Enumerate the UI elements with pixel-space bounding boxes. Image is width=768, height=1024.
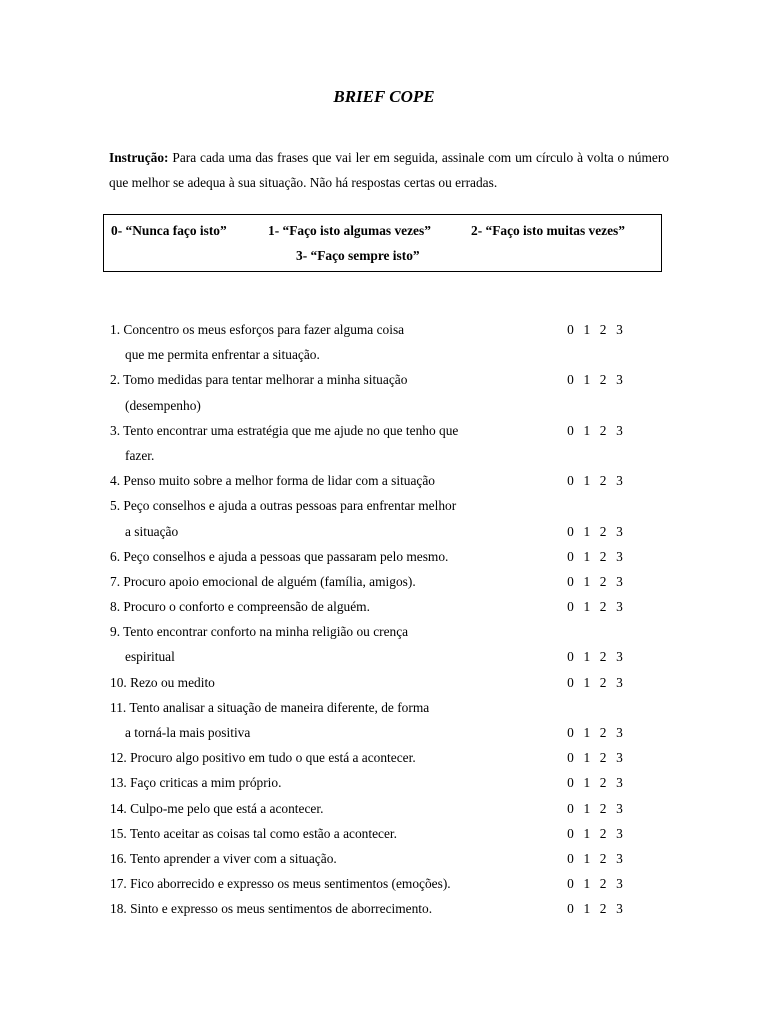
response-option-1[interactable]: 1 (583, 422, 591, 438)
item-text: 5. Peço conselhos e ajuda a outras pessoas para enfrentar melhor (110, 498, 457, 514)
response-option-2[interactable]: 2 (599, 901, 607, 917)
response-option-2[interactable]: 2 (599, 573, 607, 589)
questionnaire-line (0, 822, 768, 847)
response-option-2[interactable]: 2 (599, 674, 607, 690)
response-option-1[interactable]: 1 (583, 322, 591, 337)
response-option-3[interactable]: 3 (616, 825, 623, 841)
response-option-3[interactable]: 3 (616, 322, 623, 337)
response-option-1[interactable]: 1 (583, 372, 591, 388)
response-option-1[interactable]: 1 (583, 876, 591, 892)
response-option-3[interactable]: 3 (616, 750, 623, 766)
response-scale (566, 750, 624, 766)
questionnaire-line (0, 847, 768, 872)
response-scale (566, 524, 624, 540)
questionnaire-line (0, 318, 768, 343)
questionnaire-line (0, 343, 768, 368)
response-option-1[interactable]: 1 (583, 523, 591, 539)
instruction-paragraph (109, 145, 669, 195)
response-option-1[interactable]: 1 (583, 725, 591, 740)
questionnaire-line (0, 872, 768, 897)
response-option-0[interactable]: 0 (567, 322, 574, 337)
response-scale (566, 801, 624, 817)
response-option-2[interactable]: 2 (599, 775, 607, 791)
questionnaire-line (0, 620, 768, 645)
response-option-0[interactable]: 0 (567, 775, 574, 791)
response-option-1[interactable]: 1 (583, 649, 591, 665)
questionnaire-line (0, 444, 768, 469)
response-scale (566, 775, 624, 791)
response-option-3[interactable]: 3 (616, 725, 623, 740)
response-option-1[interactable]: 1 (583, 674, 591, 690)
response-option-3[interactable]: 3 (616, 473, 623, 489)
response-option-2[interactable]: 2 (599, 800, 607, 816)
response-scale (566, 473, 624, 489)
item-text: 6. Peço conselhos e ajuda a pessoas que passaram pelo mesmo. (110, 548, 449, 564)
response-option-3[interactable]: 3 (616, 548, 623, 564)
response-option-1[interactable]: 1 (583, 850, 591, 866)
item-text: 10. Rezo ou medito (110, 674, 215, 690)
response-option-3[interactable]: 3 (616, 599, 623, 615)
response-option-3[interactable]: 3 (616, 800, 623, 816)
response-option-3[interactable]: 3 (616, 649, 623, 665)
response-option-0[interactable]: 0 (567, 901, 574, 917)
questionnaire-line (0, 645, 768, 670)
response-scale (566, 901, 624, 917)
questionnaire-line (0, 368, 768, 393)
questionnaire-line (0, 545, 768, 570)
response-scale (566, 725, 624, 741)
response-option-1[interactable]: 1 (583, 473, 591, 489)
response-option-3[interactable]: 3 (616, 901, 623, 917)
response-option-2[interactable]: 2 (599, 523, 607, 539)
item-text: 1. Concentro os meus esforços para fazer alguma coisa (110, 322, 405, 337)
questionnaire-line (0, 419, 768, 444)
questionnaire-line (0, 394, 768, 419)
response-option-2[interactable]: 2 (599, 548, 607, 564)
questionnaire-line (0, 494, 768, 519)
response-option-3[interactable]: 3 (616, 775, 623, 791)
response-option-0[interactable]: 0 (567, 876, 574, 892)
response-option-2[interactable]: 2 (599, 850, 607, 866)
response-option-0[interactable]: 0 (567, 825, 574, 841)
questionnaire-line (0, 570, 768, 595)
item-text-continuation: (desempenho) (125, 397, 201, 413)
response-option-0[interactable]: 0 (567, 674, 574, 690)
questionnaire-line (0, 746, 768, 771)
response-option-0[interactable]: 0 (567, 725, 574, 740)
response-option-3[interactable]: 3 (616, 876, 623, 892)
item-text: 3. Tento encontrar uma estratégia que me ajude no que tenho que (110, 422, 459, 438)
response-option-0[interactable]: 0 (567, 548, 574, 564)
response-option-0[interactable]: 0 (567, 850, 574, 866)
response-scale (566, 599, 624, 615)
questionnaire-line (0, 595, 768, 620)
response-option-0[interactable]: 0 (567, 422, 574, 438)
response-option-2[interactable]: 2 (599, 322, 607, 337)
questionnaire-line (0, 469, 768, 494)
item-text: 2. Tomo medidas para tentar melhorar a minha situação (110, 372, 408, 388)
response-scale (566, 649, 624, 665)
scale-option-2: 2- “Faço isto muitas vezes” (471, 223, 625, 238)
item-text: 13. Faço criticas a mim próprio. (110, 775, 282, 791)
response-option-2[interactable]: 2 (599, 750, 607, 766)
response-option-0[interactable]: 0 (567, 523, 574, 539)
response-scale (566, 322, 624, 338)
scale-option-0: 0- “Nunca faço isto” (111, 223, 227, 238)
item-text: 18. Sinto e expresso os meus sentimentos de aborrecimento. (110, 901, 433, 917)
questionnaire-line (0, 897, 768, 922)
item-text: 8. Procuro o conforto e compreensão de alguém. (110, 599, 370, 615)
instruction-text: Para cada uma das frases que vai ler em seguida, assinale com um círculo à volta o número que melhor se adequa à sua situação. Não há respostas certas ou erradas. (109, 150, 669, 190)
document-title: BRIEF COPE (333, 87, 435, 106)
response-option-3[interactable]: 3 (616, 850, 623, 866)
item-text: 15. Tento aceitar as coisas tal como estão a acontecer. (110, 825, 397, 841)
questionnaire-line (0, 671, 768, 696)
item-text-continuation: que me permita enfrentar a situação. (125, 347, 320, 363)
response-option-2[interactable]: 2 (599, 876, 607, 892)
response-option-2[interactable]: 2 (599, 473, 607, 489)
item-text-continuation: fazer. (125, 447, 155, 463)
response-option-2[interactable]: 2 (599, 599, 607, 615)
response-option-3[interactable]: 3 (616, 422, 623, 438)
item-text: 11. Tento analisar a situação de maneira diferente, de forma (110, 699, 430, 715)
response-option-2[interactable]: 2 (599, 725, 607, 740)
item-text-continuation: a torná-la mais positiva (125, 725, 251, 740)
response-option-2[interactable]: 2 (599, 649, 607, 665)
item-text: 17. Fico aborrecido e expresso os meus sentimentos (emoções). (110, 876, 451, 892)
response-option-1[interactable]: 1 (583, 548, 591, 564)
item-text: 4. Penso muito sobre a melhor forma de lidar com a situação (110, 473, 436, 489)
response-option-1[interactable]: 1 (583, 599, 591, 615)
response-option-1[interactable]: 1 (583, 825, 591, 841)
questionnaire-line (0, 771, 768, 796)
questionnaire-line (0, 797, 768, 822)
response-scale (566, 423, 624, 439)
instruction-lead: Instrução: (109, 150, 169, 165)
response-option-1[interactable]: 1 (583, 800, 591, 816)
response-option-2[interactable]: 2 (599, 825, 607, 841)
item-text: 7. Procuro apoio emocional de alguém (família, amigos). (110, 573, 416, 589)
response-option-3[interactable]: 3 (616, 523, 623, 539)
response-scale (566, 851, 624, 867)
response-option-0[interactable]: 0 (567, 372, 574, 388)
response-option-0[interactable]: 0 (567, 649, 574, 665)
questionnaire-line (0, 520, 768, 545)
response-option-3[interactable]: 3 (616, 372, 623, 388)
response-scale (566, 372, 624, 388)
response-option-0[interactable]: 0 (567, 750, 574, 766)
item-text: 12. Procuro algo positivo em tudo o que está a acontecer. (110, 750, 416, 766)
response-scale (566, 876, 624, 892)
questionnaire-line (0, 696, 768, 721)
response-option-1[interactable]: 1 (583, 750, 591, 766)
response-option-0[interactable]: 0 (567, 599, 574, 615)
item-text: 16. Tento aprender a viver com a situação. (110, 850, 337, 866)
response-option-2[interactable]: 2 (599, 422, 607, 438)
response-option-0[interactable]: 0 (567, 800, 574, 816)
response-scale (566, 549, 624, 565)
response-option-1[interactable]: 1 (583, 573, 591, 589)
response-option-0[interactable]: 0 (567, 573, 574, 589)
item-text: 14. Culpo-me pelo que está a acontecer. (110, 800, 324, 816)
response-option-2[interactable]: 2 (599, 372, 607, 388)
scale-legend-box (103, 214, 662, 272)
item-text: 9. Tento encontrar conforto na minha religião ou crença (110, 624, 409, 640)
scale-option-1: 1- “Faço isto algumas vezes” (268, 223, 431, 238)
item-text-continuation: a situação (125, 523, 179, 539)
response-option-3[interactable]: 3 (616, 573, 623, 589)
response-option-0[interactable]: 0 (567, 473, 574, 489)
response-option-1[interactable]: 1 (583, 775, 591, 791)
response-scale (566, 675, 624, 691)
scale-option-3: 3- “Faço sempre isto” (296, 248, 420, 263)
response-option-3[interactable]: 3 (616, 674, 623, 690)
response-option-1[interactable]: 1 (583, 901, 591, 917)
response-scale (566, 826, 624, 842)
questionnaire-line (0, 721, 768, 746)
questionnaire-items (0, 318, 768, 923)
item-text-continuation: espiritual (125, 649, 175, 665)
response-scale (566, 574, 624, 590)
